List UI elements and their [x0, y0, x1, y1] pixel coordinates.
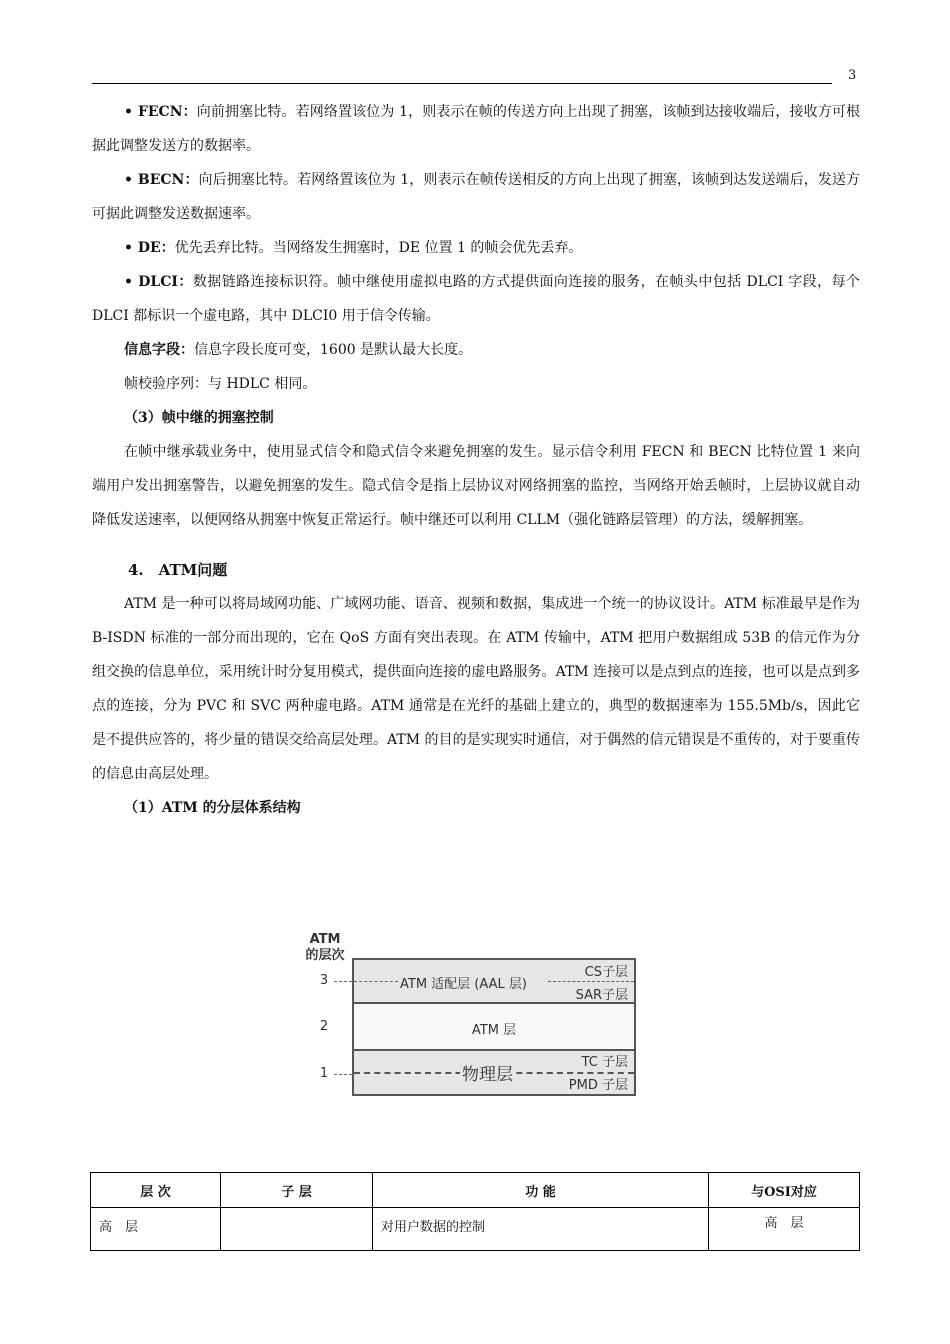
atm-layer-table	[90, 1172, 860, 1251]
paragraph-de	[92, 231, 860, 265]
aal-layer-band	[354, 960, 634, 1004]
header-function: 功 能	[373, 1173, 709, 1208]
aal-layer-label: ATM 适配层 (AAL 层)	[400, 977, 527, 992]
text-fecn: 向前拥塞比特。若网络置该位为 1，则表示在帧的传送方向上出现了拥塞，该帧到达接收端后，接收方可根据此调整发送方的数据率。	[92, 104, 860, 154]
section-title-atm: 4. ATM问题	[128, 561, 228, 579]
cell-osi: 高 层	[709, 1208, 860, 1251]
layer3-leader-line	[334, 981, 352, 982]
header-sublayer: 子 层	[221, 1173, 373, 1208]
diagram-header	[300, 932, 350, 964]
sar-sublayer-label: SAR子层	[575, 988, 628, 1003]
atm-layer-diagram	[300, 926, 650, 1106]
page-number: 3	[848, 68, 857, 83]
physical-layer-band	[354, 1051, 634, 1094]
text-info-field: 信息字段长度可变，1600 是默认最大长度。	[194, 342, 473, 358]
subsection-title-atm-layers: （1）ATM 的分层体系结构	[124, 800, 301, 816]
cell-sublayer	[221, 1208, 373, 1251]
cell-function: 对用户数据的控制	[373, 1208, 709, 1251]
document-body	[92, 95, 860, 825]
pmd-sublayer-label: PMD 子层	[569, 1074, 628, 1093]
paragraph-fcs: 帧校验序列：与 HDLC 相同。	[124, 376, 317, 392]
aal-divider-left	[354, 981, 398, 982]
atm-layer-label: ATM 层	[471, 1023, 517, 1038]
physical-layer-label: 物理层	[460, 1060, 515, 1085]
text-de: 优先丢弃比特。当网络发生拥塞时，DE 位置 1 的帧会优先丢弃。	[174, 240, 583, 256]
layer1-leader-line	[334, 1074, 352, 1075]
term-de: • DE：	[124, 240, 175, 256]
aal-divider-right	[548, 981, 634, 982]
term-dlci: • DLCI：	[124, 274, 193, 290]
cs-sublayer-label: CS子层	[584, 965, 628, 980]
table-row	[91, 1208, 860, 1251]
paragraph-atm: ATM 是一种可以将局域网功能、广域网功能、语音、视频和数据，集成进一个统一的协议设计。ATM 标准最早是作为 B-ISDN 标准的一部分而出现的，它在 QoS 方面有突出表现。在 ATM 传输中，ATM 把用户数据组成 53B 的信元作为分组交换的信息单位，采用统计时分复用模式，提供面向连接的虚电路服务。ATM 连接可以是点到点的连接，也可以是点到多点的连接，分为 PVC 和 SVC 两种虚电路。ATM 通常是在光纤的基础上建立的，典型的数据速率为 155.5Mb/s，因此它是不提供应答的，将少量的错误交给高层处理。ATM 的目的是实现实时通信，对于偶然的信元错误是不重传的，对于要重传的信息由高层处理。	[92, 596, 860, 782]
text-becn: 向后拥塞比特。若网络置该位为 1，则表示在帧传送相反的方向上出现了拥塞，该帧到达发送端后，发送方可据此调整发送数据速率。	[92, 172, 860, 222]
term-fecn: • FECN：	[124, 104, 197, 120]
header-osi: 与OSI对应	[709, 1173, 860, 1208]
layer-number-2: 2	[319, 1019, 329, 1034]
paragraph-info-field	[92, 333, 860, 367]
header-layer: 层 次	[91, 1173, 221, 1208]
layer-number-3: 3	[319, 973, 329, 988]
paragraph-congestion: 在帧中继承载业务中，使用显式信令和隐式信令来避免拥塞的发生。显示信令利用 FECN 和 BECN 比特位置 1 来向端用户发出拥塞警告，以避免拥塞的发生。隐式信令是指上层协议对网络拥塞的监控，当网络开始丢帧时，上层协议就自动降低发送速率，以便网络从拥塞中恢复正常运行。帧中继还可以利用 CLLM（强化链路层管理）的方法，缓解拥塞。	[92, 444, 860, 528]
cell-layer: 高 层	[91, 1208, 221, 1251]
layer-number-1: 1	[319, 1066, 329, 1081]
paragraph-fecn	[92, 95, 860, 163]
atm-layer-band	[354, 1004, 634, 1051]
paragraph-dlci	[92, 265, 860, 333]
subsection-title-congestion: （3）帧中继的拥塞控制	[124, 410, 274, 426]
layer-stack	[352, 958, 636, 1096]
table-header-row	[91, 1173, 860, 1208]
term-becn: • BECN：	[124, 172, 199, 188]
paragraph-becn	[92, 163, 860, 231]
text-dlci: 数据链路连接标识符。帧中继使用虚拟电路的方式提供面向连接的服务，在帧头中包括 DLCI 字段，每个 DLCI 都标识一个虚电路，其中 DLCI0 用于信令传输。	[92, 274, 860, 324]
tc-sublayer-label: TC 子层	[582, 1051, 628, 1070]
diagram-header-line2: 的层次	[305, 948, 345, 963]
header-rule	[92, 83, 832, 84]
diagram-header-line1: ATM	[309, 932, 341, 947]
term-info-field: 信息字段：	[124, 342, 194, 358]
